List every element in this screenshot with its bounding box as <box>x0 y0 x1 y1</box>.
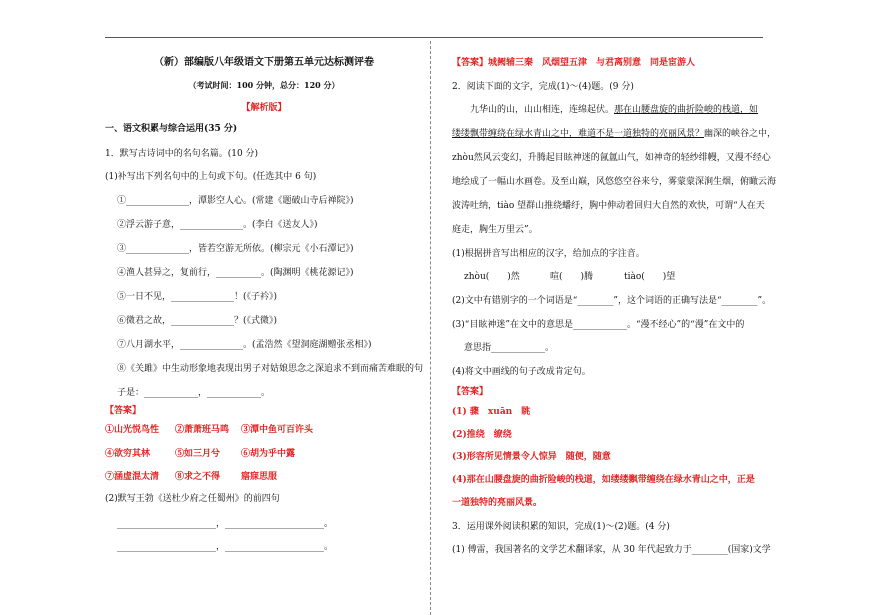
version-tag: 【解析版】 <box>241 103 287 113</box>
pinyin-item: zhòu( )然 <box>464 272 520 282</box>
question-1: 1．默写古诗词中的名句名篇。(10 分) <box>105 149 259 159</box>
sub-question-4: (4)将文中画线的句子改成肯定句。 <box>452 367 591 377</box>
section-heading: 一、语文积累与综合运用(35 分) <box>105 124 238 134</box>
fill-line: ①______________，潭影空人心。(常建《题破山寺后禅院》) <box>117 196 354 206</box>
sub-question-3: (3)“目眩神迷”在文中的意思是____________。“漫不经心”的“漫”在文中的 <box>452 320 745 330</box>
underlined-sentence: 那在山腰盘旋的曲折险峻的栈道，如 <box>614 105 759 115</box>
answer-item: ⑧求之不得 <box>175 472 221 482</box>
answer-item: ⑥胡为乎中露 <box>241 449 296 459</box>
fill-blank: ______________________，______________________。 <box>117 542 334 552</box>
fill-line: ④渔人甚异之，复前行，__________。(陶渊明《桃花源记》) <box>117 268 354 278</box>
sub-question-3-cont: 意思指____________。 <box>464 343 555 353</box>
answer-label: 【答案】 <box>452 387 489 397</box>
answer-item: ②萧萧班马鸣 <box>175 425 230 435</box>
passage-line <box>452 129 776 139</box>
passage-text: 幽深的峡谷之中， <box>704 129 777 139</box>
answer-item: ④欲穷其林 <box>105 449 151 459</box>
answer-item: ⑤如三月兮 <box>175 449 221 459</box>
exam-title: （新）部编版八年级语文下册第五单元达标测评卷 <box>154 57 374 68</box>
passage-line: 庭走，胸生万里云”。 <box>452 225 538 235</box>
answer-line: (2)推绕 缭绕 <box>452 430 512 440</box>
answer-line: (3)形容所见情景令人惊异 随便，随意 <box>452 452 611 462</box>
passage-line: zhòu然风云变幻，升腾起目眩神迷的氤氲山气，如神奇的轻纱绯幔，又漫不经心 <box>452 153 771 163</box>
fill-line: ⑤一日不见，______________！(《子衿》) <box>117 292 278 302</box>
fill-line: ②浮云游子意，______________。(李白《送友人》) <box>117 220 318 230</box>
answer-label: 【答案】 <box>105 406 142 416</box>
question-3: 3．运用课外阅读积累的知识，完成(1)～(2)题。(4 分) <box>452 522 670 532</box>
fill-blank: ______________________，______________________。 <box>117 519 334 529</box>
passage-line: 地绘成了一幅山水画卷。及至山巅，风悠悠空谷来兮，雾蒙蒙深涧生烟，俯瞰云海 <box>452 177 777 187</box>
sub-question-2: (2)文中有错别字的一个词语是“________”，这个词语的正确写法是“________”。 <box>452 296 772 306</box>
passage-text: 九华山的山，山山相连，连绵起伏。 <box>452 105 615 115</box>
answer-item: ③潭中鱼可百许头 <box>241 425 314 435</box>
fill-line: ③______________，皆若空游无所依。(柳宗元《小石潭记》) <box>117 244 354 254</box>
answer-item: ⑦涵虚混太清 <box>105 472 160 482</box>
question-1-1: (1)补写出下列名句中的上句或下句。(任选其中 6 句) <box>105 172 317 182</box>
fill-line: ⑦八月湖水平，______________。(孟浩然《望洞庭湖赠张丞相》) <box>117 340 372 350</box>
answer-item: ①山光悦鸟性 <box>105 425 160 435</box>
passage-line <box>452 105 758 115</box>
pinyin-item: tiào( )望 <box>624 272 676 282</box>
column-divider <box>430 41 431 615</box>
answer-item: 寤寐思服 <box>241 472 278 482</box>
question-1-2: (2)默写王勃《送杜少府之任蜀州》的前四句 <box>105 494 280 504</box>
fill-line: 子是：____________，____________。 <box>117 388 271 398</box>
underlined-sentence: 缕缕飘带缠绕在绿水青山之中，难道不是一道独特的亮丽风景？ <box>452 129 705 139</box>
answer-top: 【答案】城阙辅三秦 风烟望五津 与君离别意 同是宦游人 <box>452 58 696 68</box>
fill-line: ⑧《关雎》中生动形象地表现出男子对姑娘思念之深追求不到而痛苦难眠的句 <box>117 364 424 374</box>
pinyin-item: 喧( )腾 <box>550 272 594 282</box>
answer-line: 一道独特的亮丽风景。 <box>452 498 543 508</box>
exam-info: （考试时间：100 分钟，总分：120 分） <box>188 80 340 90</box>
fill-line: ⑥微君之故，______________？(《式微》) <box>117 316 278 326</box>
answer-line: (4)那在山腰盘旋的曲折险峻的栈道，如缕缕飘带缠绕在绿水青山之中，正是 <box>452 475 755 485</box>
question-3-1: (1) 傅雷，我国著名的文学艺术翻译家，从 30 年代起致力于________(国家)文学 <box>452 545 771 555</box>
header-rule <box>105 37 763 38</box>
sub-question-1: (1)根据拼音写出相应的汉字，给加点的字注音。 <box>452 249 645 259</box>
question-2: 2．阅读下面的文字，完成(1)～(4)题。(9 分) <box>452 82 634 92</box>
answer-line: (1) 骤 xuān 眺 <box>452 407 531 417</box>
passage-line: 波涛吐纳，tiào 望群山推绕蟠纡，胸中伸动着回归大自然的欢快，可谓“人在天 <box>452 201 765 211</box>
